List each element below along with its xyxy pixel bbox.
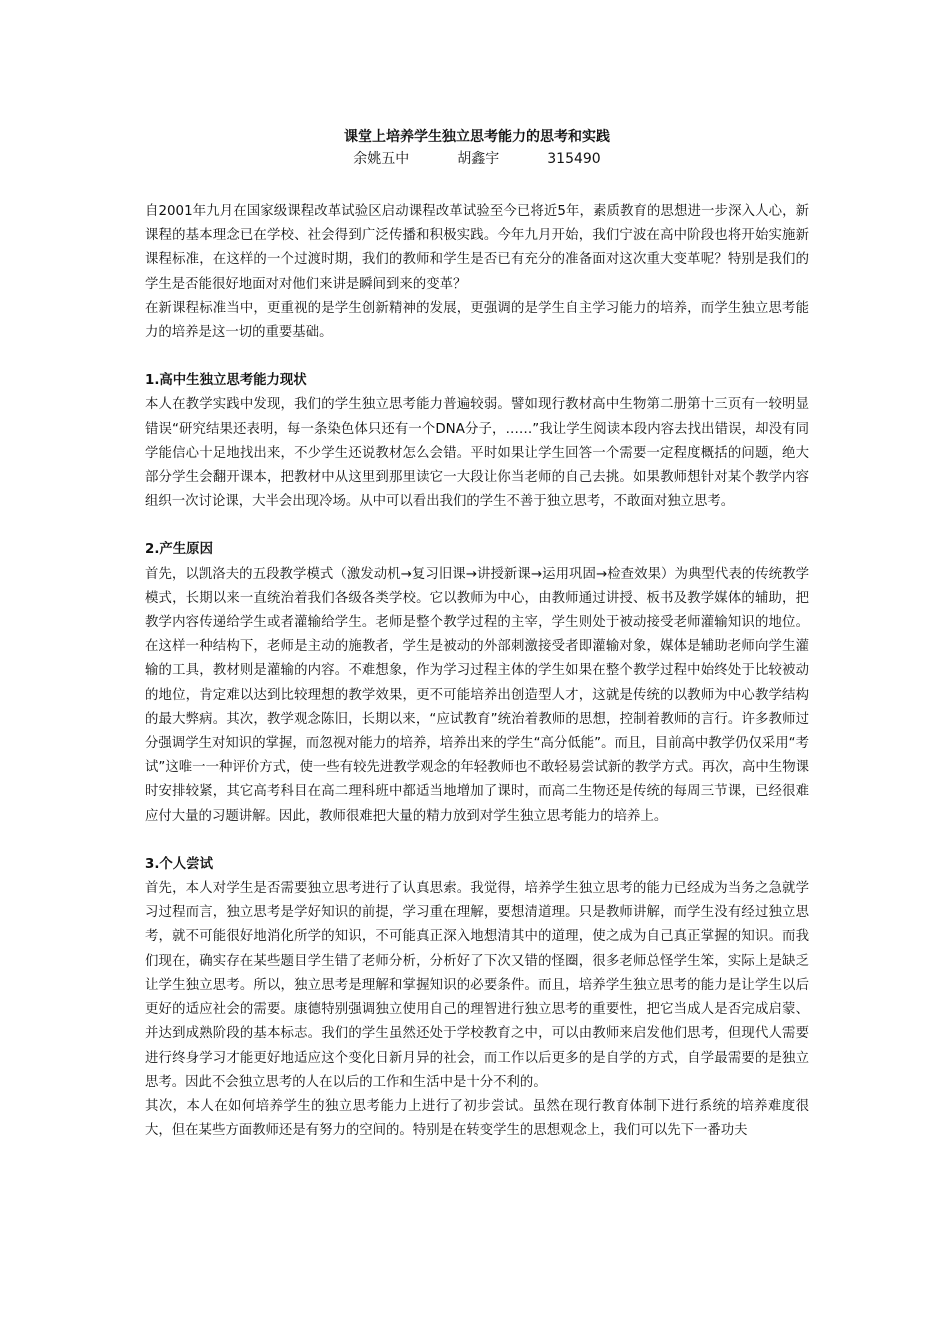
byline-postcode: 315490 <box>547 151 601 167</box>
byline <box>145 148 809 170</box>
byline-school: 余姚五中 <box>353 151 410 167</box>
intro-paragraph-2: 在新课程标准当中，更重视的是学生创新精神的发展，更强调的是学生自主学习能力的培养，而学生独立思考能力的培养是这一切的重要基础。 <box>145 300 809 341</box>
section-heading-1: 1.高中生独立思考能力现状 <box>145 373 307 389</box>
section-3-paragraph-2: 其次，本人在如何培养学生的独立思考能力上进行了初步尝试。虽然在现行教育体制下进行系统的培养难度很大，但在某些方面教师还是有努力的空间的。特别是在转变学生的思想观念上，我们可以先下一番功夫 <box>145 1098 809 1139</box>
section-heading-3: 3.个人尝试 <box>145 856 213 872</box>
section-1-paragraph-1: 本人在教学实践中发现，我们的学生独立思考能力普遍较弱。譬如现行教材高中生物第二册第十三页有一较明显错误“研究结果还表明，每一条染色体只还有一个DNA分子，……”我让学生阅读本段内容去找出错误，却没有同学能信心十足地找出来，不少学生还说教材怎么会错。平时如果让学生回答一个需要一定程度概括的问题，绝大部分学生会翻开课本，把教材中从这里到那里读它一大段让你当老师的自己去挑。如果教师想针对某个教学内容组织一次讨论课，大半会出现冷场。从中可以看出我们的学生不善于独立思考，不敢面对独立思考。 <box>145 397 809 510</box>
document-page <box>145 126 809 1143</box>
byline-author: 胡鑫宇 <box>457 151 500 167</box>
section-3-paragraph-1: 首先，本人对学生是否需要独立思考进行了认真思索。我觉得，培养学生独立思考的能力已经成为当务之急就学习过程而言，独立思考是学好知识的前提，学习重在理解，要想清道理。只是教师讲解，而学生没有经过独立思考，就不可能很好地消化所学的知识，不可能真正深入地想清其中的道理，使之成为自己真正掌握的知识。而我们现在，确实存在某些题目学生错了老师分析，分析好了下次又错的怪圈，很多老师总怪学生笨，实际上是缺乏让学生独立思考。所以，独立思考是理解和掌握知识的必要条件。而且，培养学生独立思考的能力是让学生以后更好的适应社会的需要。康德特别强调独立使用自己的理智进行独立思考的重要性，把它当成人是否完成启蒙、并达到成熟阶段的基本标志。我们的学生虽然还处于学校教育之中，可以由教师来启发他们思考，但现代人需要进行终身学习才能更好地适应这个变化日新月异的社会，而工作以后更多的是自学的方式，自学最需要的是独立思考。因此不会独立思考的人在以后的工作和生活中是十分不利的。 <box>145 881 809 1090</box>
section-heading-2: 2.产生原因 <box>145 542 213 558</box>
section-2-paragraph-1: 首先，以凯洛夫的五段教学模式（激发动机→复习旧课→讲授新课→运用巩固→检查效果）为典型代表的传统教学模式，长期以来一直统治着我们各级各类学校。它以教师为中心，由教师通过讲授、板书及教学媒体的辅助，把教学内容传递给学生或者灌输给学生。老师是整个教学过程的主宰，学生则处于被动接受老师灌输知识的地位。在这样一种结构下，老师是主动的施教者，学生是被动的外部刺激接受者即灌输对象，媒体是辅助老师向学生灌输的工具，教材则是灌输的内容。不难想象，作为学习过程主体的学生如果在整个教学过程中始终处于比较被动的地位，肯定难以达到比较理想的教学效果，更不可能培养出创造型人才，这就是传统的以教师为中心教学结构的最大弊病。其次，教学观念陈旧，长期以来，“应试教育”统治着教师的思想，控制着教师的言行。许多教师过分强调学生对知识的掌握，而忽视对能力的培养，培养出来的学生“高分低能”。而且，目前高中教学仍仅采用“考试”这唯一一种评价方式，使一些有较先进教学观念的年轻教师也不敢轻易尝试新的教学方式。再次，高中生物课时安排较紧，其它高考科目在高二理科班中都适当地增加了课时，而高二生物还是传统的每周三节课，已经很难应付大量的习题讲解。因此，教师很难把大量的精力放到对学生独立思考能力的培养上。 <box>145 566 809 824</box>
intro-paragraph-1: 自2001年九月在国家级课程改革试验区启动课程改革试验至今已将近5年，素质教育的思想进一步深入人心，新课程的基本理念已在学校、社会得到广泛传播和积极实践。今年九月开始，我们宁波在高中阶段也将开始实施新课程标准，在这样的一个过渡时期，我们的教师和学生是否已有充分的准备面对这次重大变革呢？特别是我们的学生是否能很好地面对对他们来讲是瞬间到来的变革？ <box>145 204 809 292</box>
document-title: 课堂上培养学生独立思考能力的思考和实践 <box>344 129 610 145</box>
